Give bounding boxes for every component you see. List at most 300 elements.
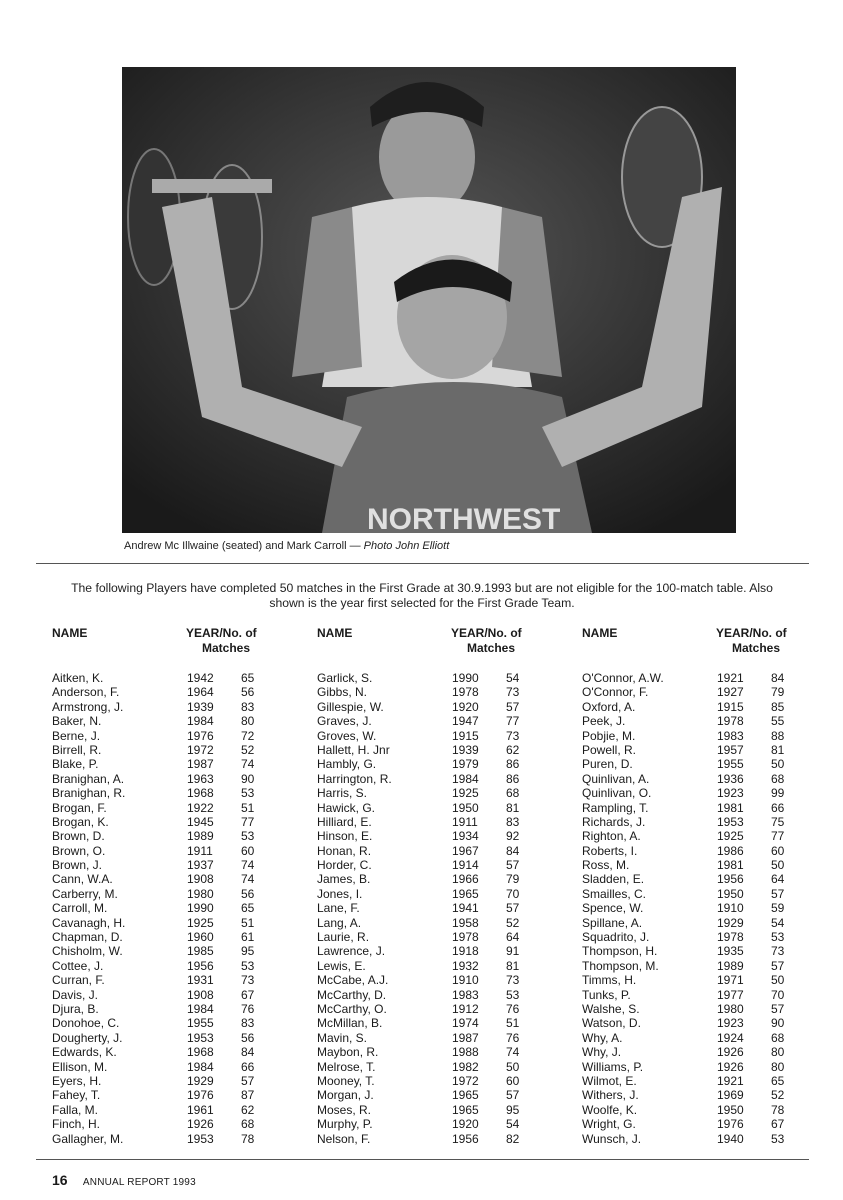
- player-year: 1966: [452, 872, 479, 887]
- player-name: Tunks, P.: [582, 987, 631, 1002]
- player-name: Hambly, G.: [317, 757, 377, 772]
- player-row: [317, 1132, 562, 1146]
- player-row: [582, 1132, 827, 1146]
- player-matches: 53: [771, 930, 785, 945]
- player-row: [52, 872, 297, 886]
- player-year: 1945: [187, 814, 214, 829]
- player-row: [317, 829, 562, 843]
- player-name: Morgan, J.: [317, 1088, 374, 1103]
- player-year: 1990: [187, 901, 214, 916]
- player-name: Hinson, E.: [317, 829, 373, 844]
- player-name: Curran, F.: [52, 973, 105, 988]
- player-row: [52, 700, 297, 714]
- player-row: [52, 801, 297, 815]
- player-row: [582, 1016, 827, 1030]
- player-row: [52, 815, 297, 829]
- player-matches: 53: [241, 829, 255, 844]
- player-matches: 85: [771, 699, 785, 714]
- player-year: 1956: [717, 872, 744, 887]
- player-name: Thompson, M.: [582, 958, 659, 973]
- player-row: [317, 786, 562, 800]
- player-year: 1955: [717, 757, 744, 772]
- player-row: [582, 944, 827, 958]
- player-year: 1936: [717, 771, 744, 786]
- player-year: 1965: [452, 886, 479, 901]
- player-year: 1910: [717, 901, 744, 916]
- player-matches: 76: [241, 1001, 255, 1016]
- player-row: [317, 815, 562, 829]
- player-row: [317, 1117, 562, 1131]
- player-year: 1923: [717, 786, 744, 801]
- player-row: [582, 959, 827, 973]
- header-name: NAME: [582, 626, 618, 640]
- player-matches: 67: [241, 987, 255, 1002]
- player-year: 1950: [717, 1102, 744, 1117]
- player-row: [582, 844, 827, 858]
- player-matches: 74: [506, 1045, 520, 1060]
- player-year: 1981: [717, 800, 744, 815]
- player-name: Mooney, T.: [317, 1073, 375, 1088]
- player-row: [317, 1074, 562, 1088]
- player-name: Brown, D.: [52, 829, 105, 844]
- player-row: [317, 844, 562, 858]
- player-row: [52, 729, 297, 743]
- player-name: Branighan, R.: [52, 786, 126, 801]
- player-name: Donohoe, C.: [52, 1016, 120, 1031]
- player-name: Withers, J.: [582, 1088, 639, 1103]
- player-matches: 57: [771, 958, 785, 973]
- player-row: [52, 786, 297, 800]
- player-row: [52, 1132, 297, 1146]
- player-year: 1989: [717, 958, 744, 973]
- player-name: Ross, M.: [582, 858, 630, 873]
- player-year: 1915: [452, 728, 479, 743]
- player-year: 1978: [717, 930, 744, 945]
- player-row: [317, 988, 562, 1002]
- player-row: [52, 1060, 297, 1074]
- player-year: 1925: [452, 786, 479, 801]
- player-name: Armstrong, J.: [52, 699, 124, 714]
- player-row: [52, 901, 297, 915]
- player-name: Horder, C.: [317, 858, 372, 873]
- player-matches: 53: [241, 786, 255, 801]
- player-matches: 50: [771, 757, 785, 772]
- player-name: Spillane, A.: [582, 915, 643, 930]
- player-name: Spence, W.: [582, 901, 644, 916]
- player-name: Hallett, H. Jnr: [317, 742, 390, 757]
- column-header: [317, 626, 562, 670]
- player-name: Ellison, M.: [52, 1059, 108, 1074]
- page-number: 16: [52, 1172, 68, 1188]
- player-name: Wunsch, J.: [582, 1131, 642, 1146]
- player-year: 1940: [717, 1131, 744, 1146]
- player-row: [52, 887, 297, 901]
- player-matches: 77: [241, 814, 255, 829]
- player-name: Cavanagh, H.: [52, 915, 126, 930]
- player-name: Maybon, R.: [317, 1045, 379, 1060]
- player-row: [317, 729, 562, 743]
- player-year: 1929: [187, 1073, 214, 1088]
- player-matches: 70: [506, 886, 520, 901]
- player-name: Lang, A.: [317, 915, 362, 930]
- player-year: 1935: [717, 944, 744, 959]
- player-name: O'Connor, F.: [582, 685, 649, 700]
- player-year: 1984: [187, 1059, 214, 1074]
- player-matches: 77: [506, 714, 520, 729]
- player-year: 1961: [187, 1102, 214, 1117]
- player-year: 1983: [717, 728, 744, 743]
- player-row: [52, 959, 297, 973]
- player-row: [317, 1103, 562, 1117]
- player-matches: 50: [771, 973, 785, 988]
- player-matches: 95: [241, 944, 255, 959]
- player-row: [52, 1002, 297, 1016]
- player-matches: 66: [771, 800, 785, 815]
- player-matches: 84: [506, 843, 520, 858]
- player-name: Graves, J.: [317, 714, 372, 729]
- player-matches: 57: [506, 858, 520, 873]
- player-row: [317, 944, 562, 958]
- player-matches: 80: [771, 1059, 785, 1074]
- player-matches: 78: [771, 1102, 785, 1117]
- player-row: [582, 786, 827, 800]
- player-name: Gillespie, W.: [317, 699, 384, 714]
- player-year: 1950: [452, 800, 479, 815]
- player-name: Branighan, A.: [52, 771, 125, 786]
- player-row: [52, 671, 297, 685]
- player-matches: 72: [241, 728, 255, 743]
- player-matches: 55: [771, 714, 785, 729]
- player-name: Wilmot, E.: [582, 1073, 637, 1088]
- player-matches: 74: [241, 858, 255, 873]
- player-year: 1978: [452, 930, 479, 945]
- player-matches: 68: [241, 1117, 255, 1132]
- player-year: 1926: [187, 1117, 214, 1132]
- player-year: 1983: [452, 987, 479, 1002]
- player-year: 1911: [187, 843, 213, 858]
- player-row: [317, 973, 562, 987]
- player-row: [582, 1045, 827, 1059]
- player-matches: 60: [506, 1073, 520, 1088]
- player-row: [317, 801, 562, 815]
- player-matches: 78: [241, 1131, 255, 1146]
- player-year: 1932: [452, 958, 479, 973]
- team-photo: [122, 67, 736, 533]
- player-matches: 76: [506, 1001, 520, 1016]
- player-row: [317, 1060, 562, 1074]
- player-row: [317, 901, 562, 915]
- player-matches: 83: [241, 1016, 255, 1031]
- player-name: Nelson, F.: [317, 1131, 371, 1146]
- player-name: James, B.: [317, 872, 371, 887]
- player-year: 1925: [187, 915, 214, 930]
- player-year: 1953: [717, 814, 744, 829]
- player-name: Chisholm, W.: [52, 944, 123, 959]
- player-name: Murphy, P.: [317, 1117, 373, 1132]
- player-matches: 84: [241, 1045, 255, 1060]
- player-year: 1988: [452, 1045, 479, 1060]
- player-year: 1987: [452, 1030, 479, 1045]
- player-year: 1956: [452, 1131, 479, 1146]
- player-year: 1934: [452, 829, 479, 844]
- player-matches: 65: [241, 901, 255, 916]
- player-row: [317, 685, 562, 699]
- player-year: 1985: [187, 944, 214, 959]
- player-row: [582, 743, 827, 757]
- player-matches: 51: [241, 800, 255, 815]
- player-name: Cann, W.A.: [52, 872, 113, 887]
- player-row: [582, 1031, 827, 1045]
- player-matches: 67: [771, 1117, 785, 1132]
- player-name: McCarthy, D.: [317, 987, 387, 1002]
- player-name: Puren, D.: [582, 757, 633, 772]
- player-row: [582, 901, 827, 915]
- player-row: [317, 772, 562, 786]
- player-matches: 64: [771, 872, 785, 887]
- players-column-2: [317, 626, 562, 1146]
- player-row: [582, 829, 827, 843]
- player-year: 1976: [187, 728, 214, 743]
- player-year: 1941: [452, 901, 479, 916]
- player-matches: 73: [241, 973, 255, 988]
- player-year: 1947: [452, 714, 479, 729]
- player-year: 1915: [717, 699, 744, 714]
- player-name: Laurie, R.: [317, 930, 370, 945]
- header-year: YEAR/No. of: [716, 626, 787, 640]
- player-row: [582, 1088, 827, 1102]
- player-name: Lane, F.: [317, 901, 360, 916]
- player-matches: 50: [506, 1059, 520, 1074]
- player-matches: 88: [771, 728, 785, 743]
- player-row: [52, 858, 297, 872]
- player-name: Timms, H.: [582, 973, 637, 988]
- player-matches: 80: [771, 1045, 785, 1060]
- player-matches: 73: [506, 685, 520, 700]
- player-row: [582, 700, 827, 714]
- player-matches: 99: [771, 786, 785, 801]
- player-name: Williams, P.: [582, 1059, 644, 1074]
- player-matches: 52: [241, 742, 255, 757]
- photo-illustration: [122, 67, 736, 533]
- player-name: Brown, J.: [52, 858, 103, 873]
- player-name: Carroll, M.: [52, 901, 108, 916]
- player-matches: 51: [506, 1016, 520, 1031]
- photo-caption: [124, 540, 449, 552]
- player-year: 1950: [717, 886, 744, 901]
- player-year: 1911: [452, 814, 478, 829]
- player-name: Pobjie, M.: [582, 728, 636, 743]
- player-year: 1984: [187, 714, 214, 729]
- player-name: Blake, P.: [52, 757, 99, 772]
- player-name: Lewis, E.: [317, 958, 366, 973]
- player-year: 1922: [187, 800, 214, 815]
- player-matches: 73: [506, 728, 520, 743]
- player-row: [52, 1016, 297, 1030]
- player-row: [52, 1088, 297, 1102]
- player-matches: 57: [506, 1088, 520, 1103]
- player-year: 1974: [452, 1016, 479, 1031]
- player-row: [52, 714, 297, 728]
- player-row: [317, 959, 562, 973]
- player-matches: 52: [506, 915, 520, 930]
- column-rows: [52, 671, 297, 1146]
- player-row: [582, 1074, 827, 1088]
- player-name: Melrose, T.: [317, 1059, 376, 1074]
- player-name: Fahey, T.: [52, 1088, 101, 1103]
- player-name: Finch, H.: [52, 1117, 101, 1132]
- column-rows: [317, 671, 562, 1146]
- player-row: [317, 671, 562, 685]
- player-matches: 70: [771, 987, 785, 1002]
- player-matches: 65: [771, 1073, 785, 1088]
- player-name: Peek, J.: [582, 714, 626, 729]
- player-year: 1958: [452, 915, 479, 930]
- player-year: 1976: [717, 1117, 744, 1132]
- player-matches: 73: [771, 944, 785, 959]
- player-year: 1986: [717, 843, 744, 858]
- player-name: Thompson, H.: [582, 944, 658, 959]
- player-matches: 79: [506, 872, 520, 887]
- player-year: 1908: [187, 987, 214, 1002]
- player-year: 1972: [187, 742, 214, 757]
- player-matches: 51: [241, 915, 255, 930]
- page-footer: [52, 1172, 196, 1188]
- player-name: Why, J.: [582, 1045, 622, 1060]
- player-row: [317, 1002, 562, 1016]
- player-matches: 86: [506, 757, 520, 772]
- header-name: NAME: [317, 626, 353, 640]
- player-name: Hawick, G.: [317, 800, 376, 815]
- divider-top: [36, 563, 809, 564]
- player-year: 1920: [452, 1117, 479, 1132]
- report-title: ANNUAL REPORT 1993: [82, 1177, 196, 1188]
- player-name: Rampling, T.: [582, 800, 649, 815]
- player-name: Brogan, F.: [52, 800, 107, 815]
- player-matches: 87: [241, 1088, 255, 1103]
- column-header: [52, 626, 297, 670]
- player-year: 1955: [187, 1016, 214, 1031]
- player-year: 1972: [452, 1073, 479, 1088]
- player-name: Sladden, E.: [582, 872, 645, 887]
- player-row: [582, 858, 827, 872]
- player-row: [317, 887, 562, 901]
- player-row: [52, 743, 297, 757]
- player-matches: 60: [241, 843, 255, 858]
- player-year: 1965: [452, 1102, 479, 1117]
- player-name: Woolfe, K.: [582, 1102, 638, 1117]
- player-matches: 56: [241, 1030, 255, 1045]
- player-matches: 77: [771, 829, 785, 844]
- player-name: Powell, R.: [582, 742, 637, 757]
- player-year: 1918: [452, 944, 479, 959]
- player-year: 1908: [187, 872, 214, 887]
- column-header: [582, 626, 827, 670]
- player-name: Quinlivan, O.: [582, 786, 652, 801]
- player-name: Falla, M.: [52, 1102, 99, 1117]
- player-row: [582, 1060, 827, 1074]
- player-name: Harris, S.: [317, 786, 368, 801]
- player-year: 1923: [717, 1016, 744, 1031]
- player-row: [582, 729, 827, 743]
- player-name: O'Connor, A.W.: [582, 671, 664, 685]
- player-matches: 57: [771, 886, 785, 901]
- player-matches: 79: [771, 685, 785, 700]
- player-matches: 81: [506, 958, 520, 973]
- player-name: Davis, J.: [52, 987, 99, 1002]
- player-name: McCarthy, O.: [317, 1001, 387, 1016]
- player-matches: 56: [241, 685, 255, 700]
- player-name: Smailles, C.: [582, 886, 647, 901]
- player-row: [52, 1031, 297, 1045]
- player-name: Richards, J.: [582, 814, 646, 829]
- player-matches: 74: [241, 872, 255, 887]
- player-year: 1964: [187, 685, 214, 700]
- header-matches: Matches: [467, 641, 516, 655]
- player-row: [582, 930, 827, 944]
- player-row: [52, 1103, 297, 1117]
- player-row: [582, 988, 827, 1002]
- player-row: [317, 930, 562, 944]
- player-row: [317, 743, 562, 757]
- player-year: 1939: [187, 699, 214, 714]
- player-matches: 91: [506, 944, 520, 959]
- player-matches: 56: [241, 886, 255, 901]
- player-name: Anderson, F.: [52, 685, 120, 700]
- player-row: [317, 1016, 562, 1030]
- player-matches: 59: [771, 901, 785, 916]
- player-row: [317, 714, 562, 728]
- player-name: Honan, R.: [317, 843, 372, 858]
- player-name: Watson, D.: [582, 1016, 641, 1031]
- player-row: [582, 685, 827, 699]
- player-name: Edwards, K.: [52, 1045, 117, 1060]
- player-name: Eyers, H.: [52, 1073, 102, 1088]
- player-year: 1921: [717, 1073, 744, 1088]
- player-row: [582, 1117, 827, 1131]
- player-matches: 52: [771, 1088, 785, 1103]
- column-rows: [582, 671, 827, 1146]
- player-row: [52, 1074, 297, 1088]
- player-year: 1976: [187, 1088, 214, 1103]
- player-year: 1984: [452, 771, 479, 786]
- player-year: 1980: [717, 1001, 744, 1016]
- player-row: [52, 944, 297, 958]
- player-year: 1968: [187, 1045, 214, 1060]
- player-year: 1989: [187, 829, 214, 844]
- intro-paragraph: The following Players have completed 50 matches in the First Grade at 30.9.1993 but are not eligible for the 100-match table. Also shown is the year first selected for the First Grade Team.: [71, 581, 773, 610]
- players-column-1: [52, 626, 297, 1146]
- player-row: [52, 1045, 297, 1059]
- player-year: 1921: [717, 671, 744, 685]
- player-matches: 83: [241, 699, 255, 714]
- player-name: Carberry, M.: [52, 886, 118, 901]
- player-matches: 92: [506, 829, 520, 844]
- player-matches: 68: [771, 771, 785, 786]
- player-name: Walshe, S.: [582, 1001, 640, 1016]
- player-row: [317, 1088, 562, 1102]
- player-name: Moses, R.: [317, 1102, 372, 1117]
- player-matches: 90: [241, 771, 255, 786]
- player-row: [52, 973, 297, 987]
- player-row: [52, 988, 297, 1002]
- player-matches: 83: [506, 814, 520, 829]
- player-matches: 95: [506, 1102, 520, 1117]
- player-matches: 84: [771, 671, 785, 685]
- player-matches: 53: [506, 987, 520, 1002]
- player-row: [317, 1045, 562, 1059]
- player-year: 1956: [187, 958, 214, 973]
- player-row: [582, 872, 827, 886]
